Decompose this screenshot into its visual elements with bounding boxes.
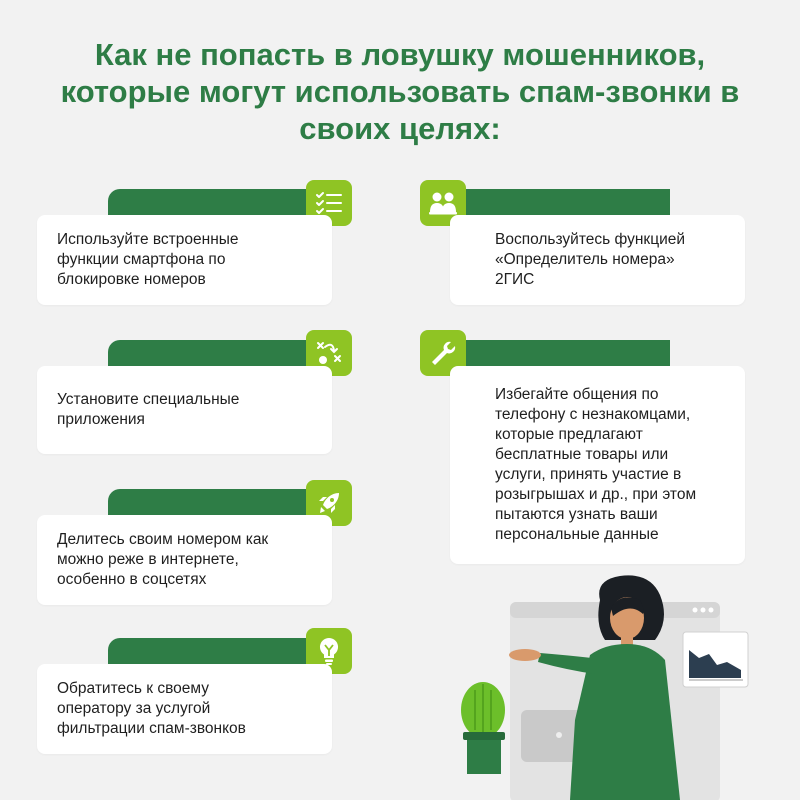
card-header-bar (108, 189, 330, 215)
tip-text (495, 385, 696, 545)
tip-line: 2ГИС (495, 271, 535, 288)
tip-line: которые предлагают (495, 426, 643, 443)
woman-with-laptop-illustration (455, 570, 800, 800)
card-header-bar (108, 489, 330, 515)
tip-line: Воспользуйтесь функцией (495, 231, 686, 248)
title-line: Как не попасть в ловушку мошенников, (94, 37, 706, 72)
tip-card (450, 366, 745, 564)
tip-line: Обратитесь к своему (57, 680, 209, 697)
cactus (461, 682, 505, 774)
tip-line: Используйте встроенные (57, 231, 239, 248)
tip-line: пытаются узнать ваши (495, 506, 658, 523)
card-header-bar (440, 340, 670, 366)
tip-line: фильтрации спам-звонков (57, 720, 246, 737)
tip-line: можно реже в интернете, (57, 551, 239, 568)
tip-text (495, 230, 685, 290)
title-line: своих целях: (299, 111, 501, 146)
title-line: которые могут использовать спам-звонки в (60, 74, 740, 109)
tip-text (57, 530, 268, 590)
tip-text (57, 679, 246, 739)
tip-card (37, 366, 332, 454)
tip-line: функции смартфона по (57, 251, 226, 268)
card-header-bar (108, 638, 330, 664)
tip-line: блокировке номеров (57, 271, 206, 288)
tip-line: телефону с незнакомцами, (495, 406, 691, 423)
tip-card (37, 664, 332, 754)
page-title (0, 36, 800, 147)
tip-card (450, 215, 745, 305)
tip-text (57, 230, 239, 290)
tip-line: услуги, принять участие в (495, 466, 682, 483)
card-header-bar (440, 189, 670, 215)
tip-text (57, 390, 239, 430)
tip-line: оператору за услугой (57, 700, 211, 717)
card-header-bar (108, 340, 330, 366)
chart-card (683, 632, 748, 687)
tip-line: Избегайте общения по (495, 386, 659, 403)
tip-line: приложения (57, 411, 145, 428)
tip-card (37, 515, 332, 605)
tip-line: Делитесь своим номером как (57, 531, 269, 548)
tip-line: розыгрышах и др., при этом (495, 486, 697, 503)
tip-line: особенно в соцсетях (57, 571, 207, 588)
tip-line: «Определитель номера» (495, 251, 675, 268)
tip-line: бесплатные товары или (495, 446, 669, 463)
tip-card (37, 215, 332, 305)
tip-line: Установите специальные (57, 391, 240, 408)
tip-line: персональные данные (495, 526, 659, 543)
